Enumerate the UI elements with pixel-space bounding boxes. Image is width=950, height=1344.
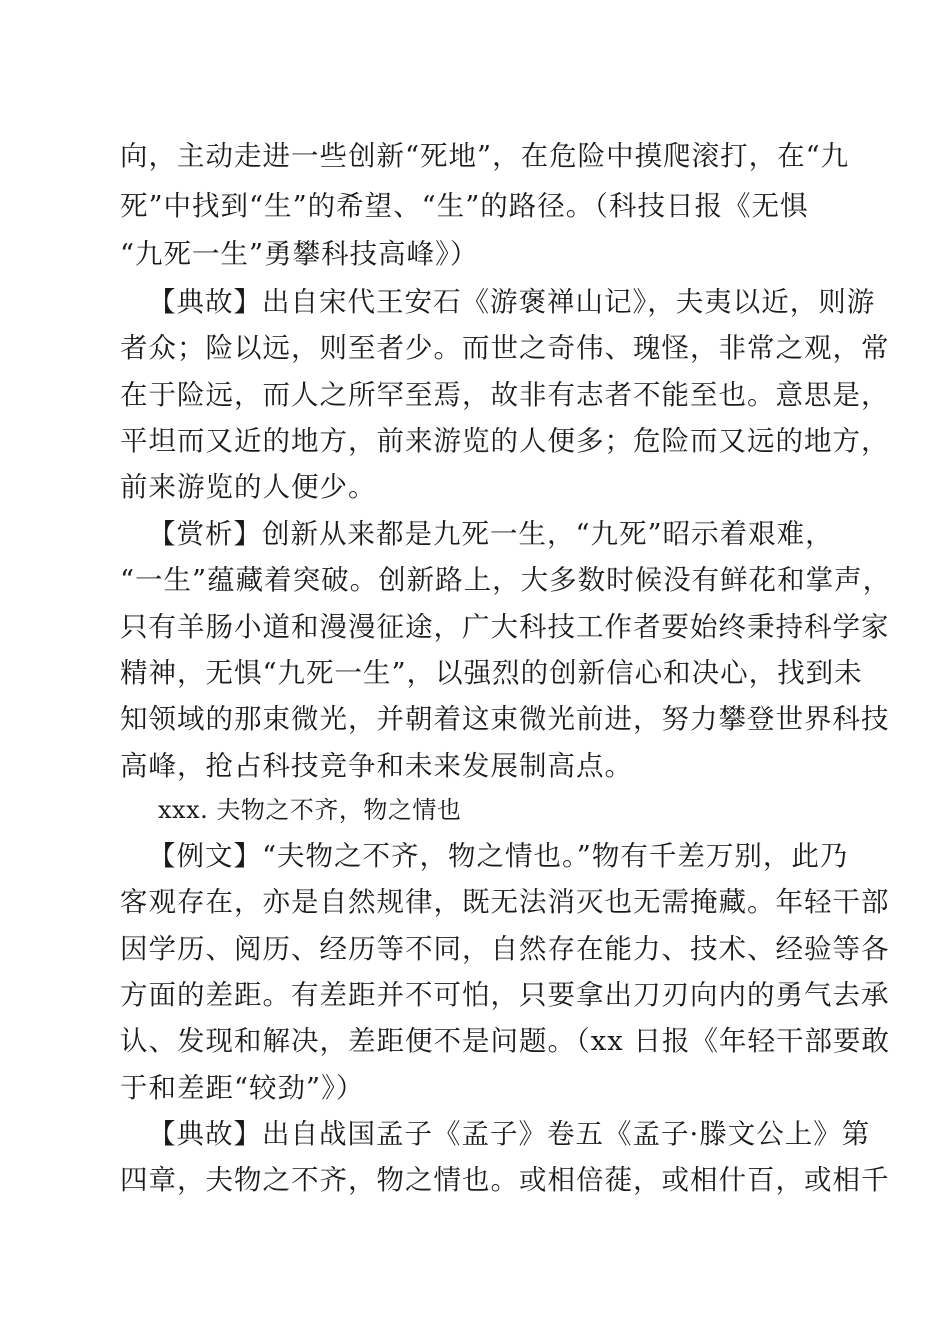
paragraph-line: “九死一生”勇攀科技高峰》） <box>120 238 479 270</box>
paragraph-line: “一生”蕴藏着突破。创新路上，大多数时候没有鲜花和掌声， <box>120 564 892 596</box>
paragraph-line: 高峰，抢占科技竞争和未来发展制高点。 <box>120 750 633 782</box>
paragraph-line: 平坦而又近的地方，前来游览的人便多；危险而又远的地方， <box>120 425 890 457</box>
section-heading: xxx. 夫物之不齐，物之情也 <box>158 796 462 824</box>
paragraph-line: 因学历、阅历、经历等不同，自然存在能力、技术、经验等各 <box>120 933 890 965</box>
paragraph-line: 只有羊肠小道和漫漫征途，广大科技工作者要始终秉持科学家 <box>120 611 890 643</box>
paragraph-line: 死”中找到“生”的希望、“生”的路径。（科技日报《无惧 <box>120 190 809 222</box>
paragraph-line: 在于险远，而人之所罕至焉，故非有志者不能至也。意思是， <box>120 379 890 411</box>
paragraph-line: 四章，夫物之不齐，物之情也。或相倍蓰，或相什百，或相千 <box>120 1164 890 1196</box>
paragraph-line: 者众；险以远，则至者少。而世之奇伟、瑰怪，非常之观，常 <box>120 332 890 364</box>
paragraph-line: 精神，无惧“九死一生”，以强烈的创新信心和决心，找到未 <box>120 657 863 689</box>
paragraph-line: 认、发现和解决，差距便不是问题。（xx 日报《年轻干部要敢 <box>120 1025 891 1057</box>
paragraph-line: 客观存在，亦是自然规律，既无法消灭也无需掩藏。年轻干部 <box>120 886 890 918</box>
paragraph-line: 【例文】“夫物之不齐，物之情也。”物有千差万别，此乃 <box>148 840 849 872</box>
paragraph-line: 向，主动走进一些创新“死地”，在危险中摸爬滚打，在“九 <box>120 140 850 172</box>
paragraph-line: 方面的差距。有差距并不可怕，只要拿出刀刃向内的勇气去承 <box>120 979 890 1011</box>
paragraph-line: 【典故】出自战国孟子《孟子》卷五《孟子·滕文公上》第 <box>148 1118 871 1150</box>
paragraph-line: 【典故】出自宋代王安石《游褒禅山记》，夫夷以近，则游 <box>148 286 876 318</box>
paragraph-line: 【赏析】创新从来都是九死一生，“九死”昭示着艰难， <box>148 518 834 550</box>
paragraph-line: 知领域的那束微光，并朝着这束微光前进，努力攀登世界科技 <box>120 703 890 735</box>
paragraph-line: 于和差距“较劲”》） <box>120 1072 365 1104</box>
paragraph-line: 前来游览的人便少。 <box>120 471 377 503</box>
